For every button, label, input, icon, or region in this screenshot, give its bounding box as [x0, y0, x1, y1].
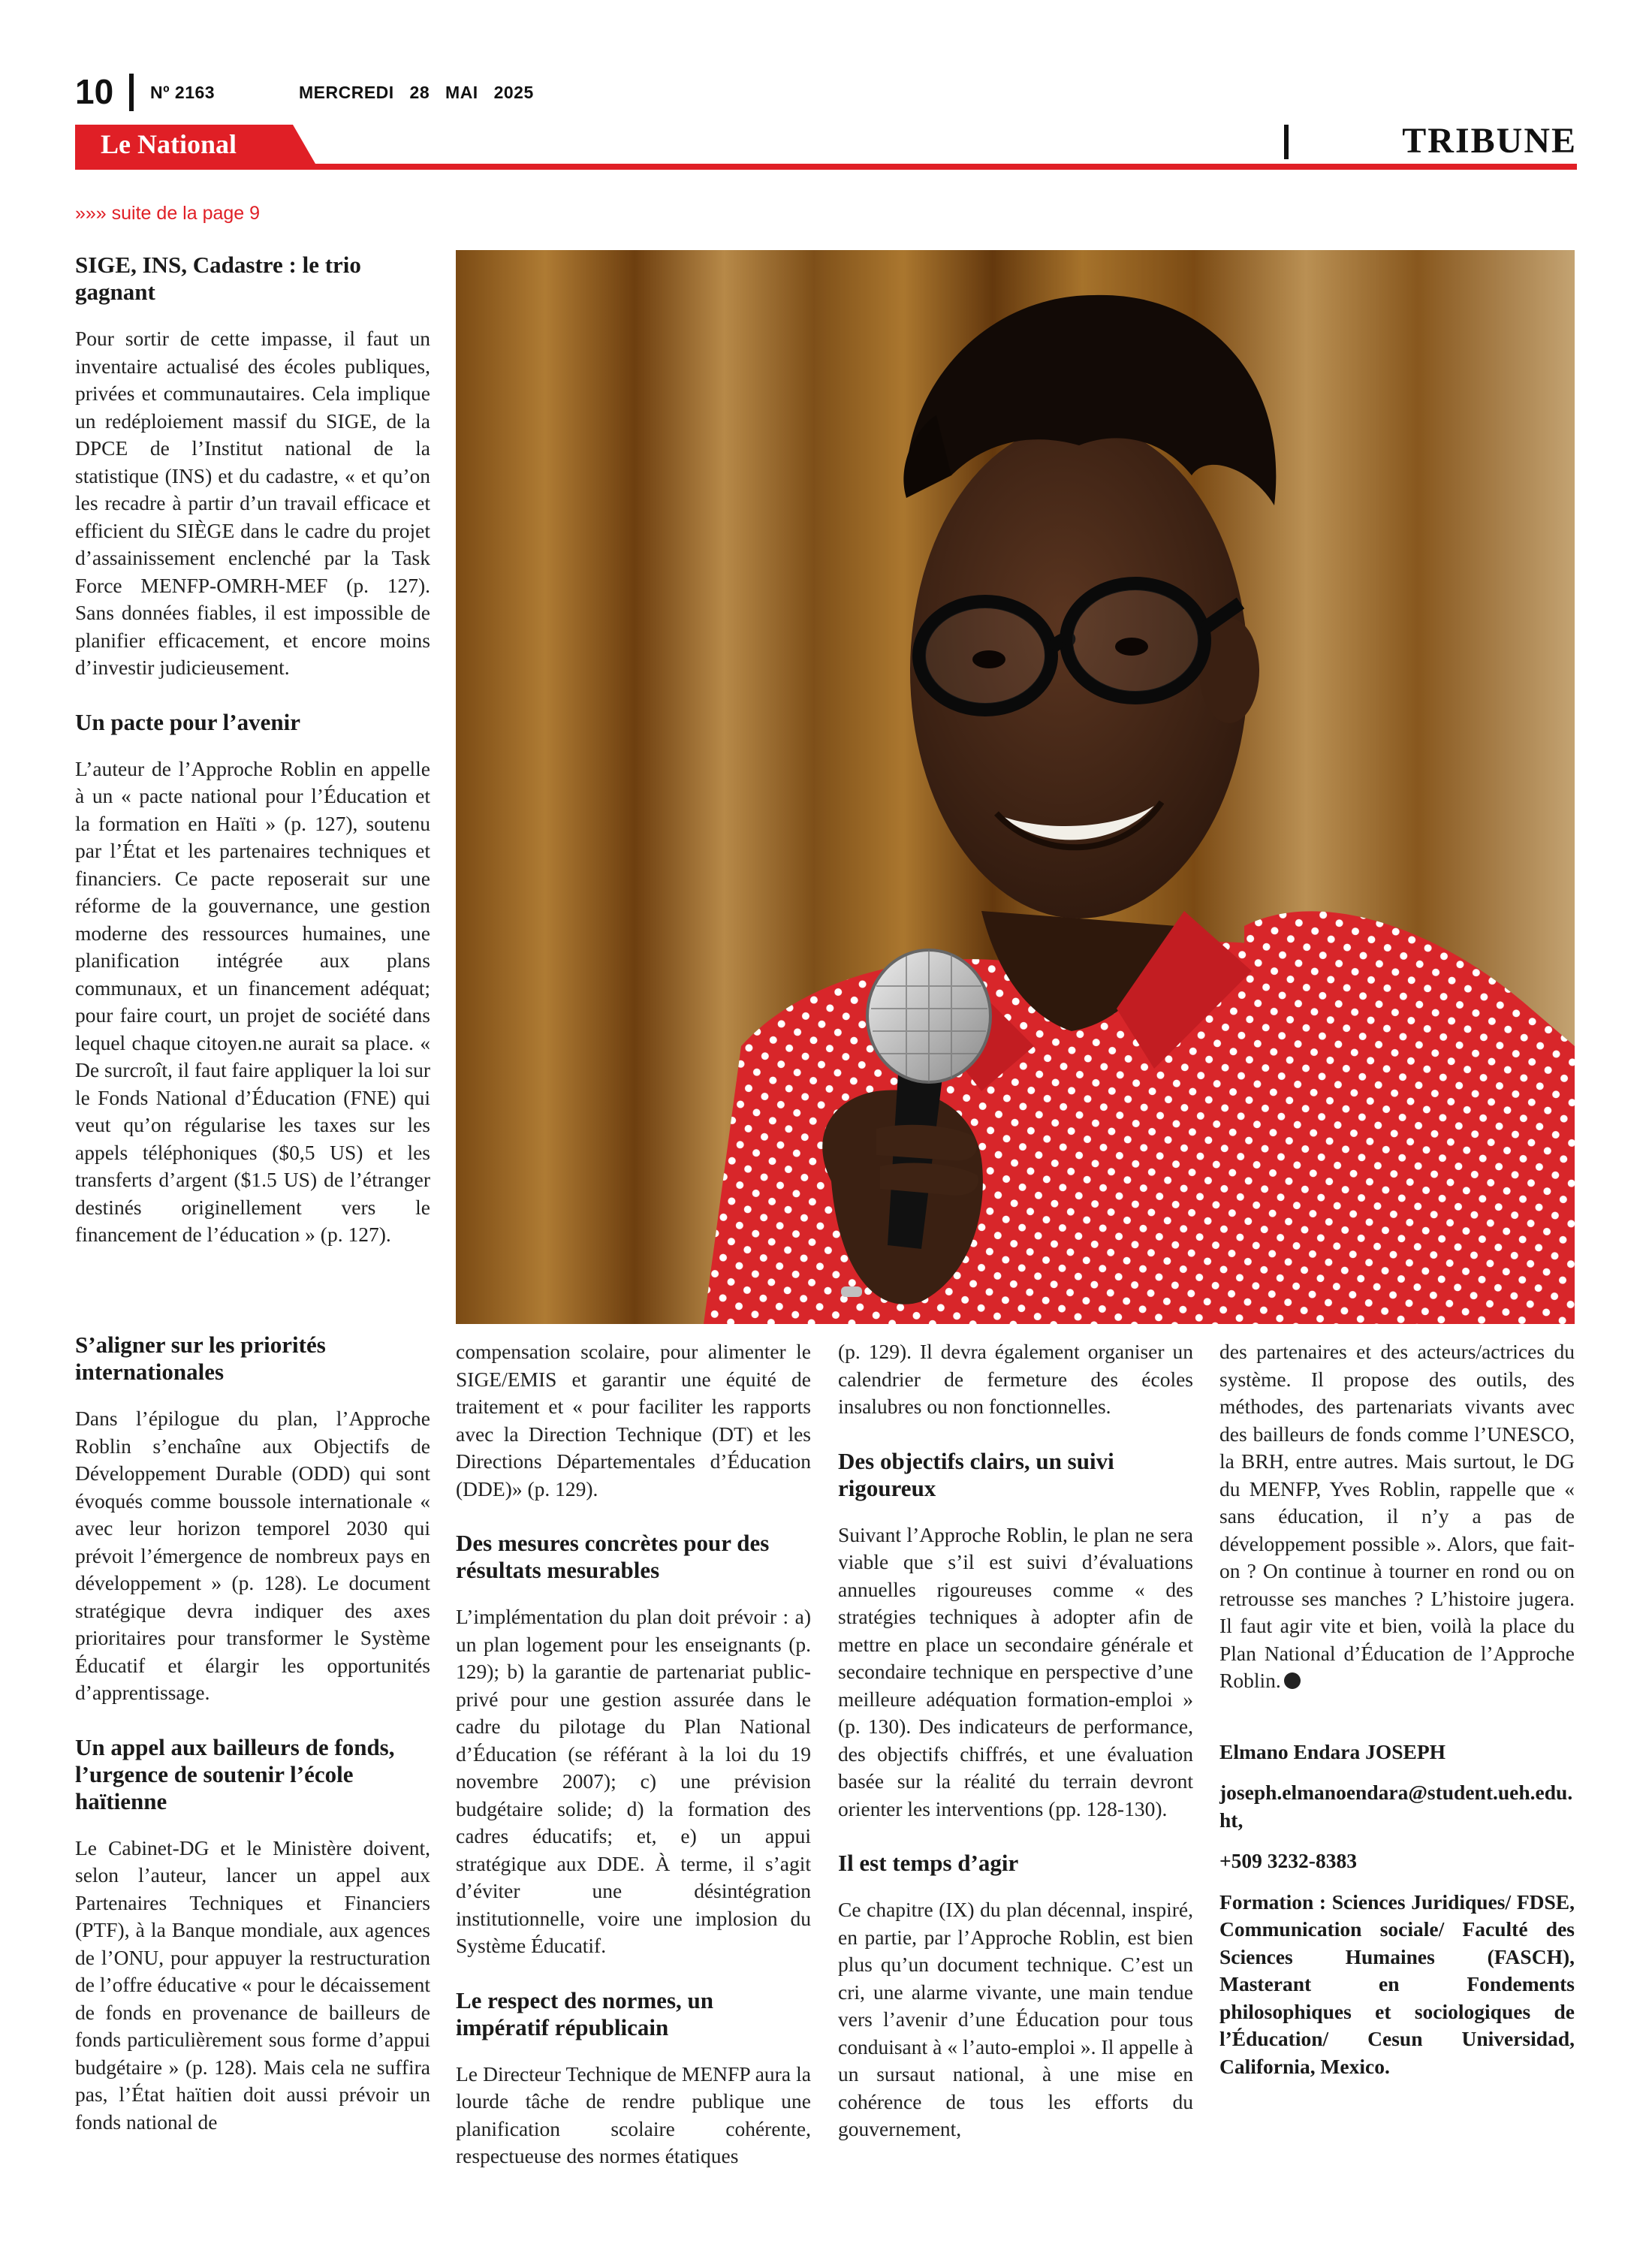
section-label: TRIBUNE — [1402, 121, 1577, 161]
article-paragraph: Dans l’épilogue du plan, l’Approche Roblin s’enchaîne aux Objectifs de Développement Durable (ODD) qui sont évoqués comme boussole internationale « avec leur horizon temporel 2030 qui prévoit l’émergence de nombreux pays en développement » (p. 128). Le document stratégique devra indiquer des axes prioritaires pour transformer le Système Éducatif et élargir les opportunités d’apprentissage. — [75, 1407, 430, 1704]
section-heading: Des mesures concrètes pour des résultats mesurables — [456, 1530, 770, 1583]
page-number-divider — [129, 74, 134, 111]
end-of-article-icon — [1284, 1672, 1301, 1689]
article-paragraph — [1219, 1338, 1575, 1695]
section-divider — [1284, 125, 1289, 159]
column-1-bottom — [75, 1332, 430, 2136]
section-heading: S’aligner sur les priorités internationales — [75, 1332, 326, 1385]
article-paragraph: Le Cabinet-DG et le Ministère doivent, selon l’auteur, lancer un appel aux Partenaires Techniques et Financiers (PTF), à la Banque mondiale, aux agences de l’ONU, pour appuyer la restructuration de l’offre éducative « pour le décaissement de fonds en provenance de bailleurs de fonds particulièrement sous forme d’appui budgétaire » (p. 128). Mais cela ne suffira pas, l’État haïtien doit aussi prévoir un fonds national de — [75, 1835, 430, 2134]
publication-name: Le National — [101, 129, 237, 159]
article-paragraph: Pour sortir de cette impasse, il faut un inventaire actualisé des écoles publiques, privées et communautaires. Cela implique un redéploiement massif du SIGE, de la DPCE de l’Institut national de la statistique (INS) et du cadastre, « et qu’on les recadre à partir d’un travail efficace et efficient du SIÈGE dans le cadre du projet d’assainissement enclenché par la Task Force MENFP-OMRH-MEF (p. 127). Sans données fiables, il est impossible de planifier efficacement, et encore moins d’investir judicieusement. — [75, 327, 430, 679]
section-heading: Le respect des normes, un impératif républicain — [456, 1986, 713, 2040]
author-email[interactable]: joseph.elmanoendara@student.ueh.edu.ht, — [1219, 1781, 1573, 1832]
page-number: 10 — [75, 72, 114, 111]
section-heading: Un pacte pour l’avenir — [75, 708, 300, 735]
author-phone: +509 3232-8383 — [1219, 1849, 1357, 1872]
section-heading: Il est temps d’agir — [838, 1850, 1019, 1876]
author-formation: Formation : Sciences Juridiques/ FDSE, Communication sociale/ Faculté des Sciences Humaines (FASCH), Masterant en Fondements philosophiques et sociologiques de l’Éducation/ Cesun Universidad, California, Mexico. — [1219, 1890, 1575, 2078]
article-paragraph: (p. 129). Il devra également organiser un calendrier de fermeture des écoles insalubres ou non fonctionnelles. — [838, 1340, 1193, 1418]
column-1-top — [75, 252, 430, 1249]
masthead-banner — [75, 121, 1577, 170]
article-paragraph: L’implémentation du plan doit prévoir : a) un plan logement pour les enseignants (p. 129); b) la garantie de partenariat public-privé pour une gestion assurée dans le cadre du pilotage du Plan National d’Éducation (se référant à la loi du 19 novembre 2007); c) une prévision budgétaire solide; d) la formation des cadres éducatifs; et, e) un appui stratégique aux DDE. À terme, il s’agit d’éviter une désintégration institutionnelle, voire une implosion du Système Éducatif. — [456, 1605, 811, 1957]
issue-number: Nº 2163 — [150, 83, 216, 102]
continued-from-link[interactable]: »»» suite de la page 9 — [75, 203, 261, 224]
section-heading: SIGE, INS, Cadastre : le trio gagnant — [75, 252, 361, 305]
article-paragraph: L’auteur de l’Approche Roblin en appelle à un « pacte national pour l’Éducation et la formation en Haïti » (p. 127), soutenu par l’État et les partenaires techniques et financiers. Ce pacte reposerait sur une réforme de la gouvernance, une gestion moderne des ressources humaines, une planification intégrée aux plans communaux, et un financement adéquat; pour faire court, un projet de société dans lequel chaque citoyen.ne aurait sa place. « De surcroît, il faut faire appliquer la loi sur le Fonds National d’Éducation (FNE) qui veut qu’on régularise les taxes sur les appels téléphoniques ($0,5 US) et les transferts d’argent ($1.5 US) de l’étranger destinés originellement vers le financement de l’éducation » (p. 127). — [75, 756, 430, 1246]
article-paragraph: Ce chapitre (IX) du plan décennal, inspiré, en partie, par l’Approche Roblin, est bien plus qu’un document technique. C’est un cri, une alarme vivante, une main tendue vers l’avenir d’une Éducation pour tous conduisant à « l’auto-emploi ». Il appelle à un sursaut national, à une mise en cohérence de tous les efforts du gouvernement, — [838, 1898, 1193, 2140]
author-name: Elmano Endara JOSEPH — [1219, 1739, 1446, 1763]
article-paragraph: Suivant l’Approche Roblin, le plan ne sera viable que s’il est suivi d’évaluations annuelles rigoureuses comme « des stratégies techniques à adopter afin de mettre en place un secondaire générale et secondaire technique en perspective d’une meilleure adéquation formation-emploi » (p. 130). Des indicateurs de performance, des objectifs chiffrés, et une évaluation basée sur la réalité du terrain devront orienter les interventions (pp. 128-130). — [838, 1522, 1193, 1820]
article-paragraph: compensation scolaire, pour alimenter le SIGE/EMIS et garantir une équité de traitement et « pour faciliter les rapports avec la Direction Technique (DT) et les Directions Départementales d’Éducation (DDE)» (p. 129). — [456, 1340, 811, 1500]
section-heading: Un appel aux bailleurs de fonds, l’urgence de soutenir l’école haïtienne — [75, 1733, 395, 1814]
article-paragraph-text: des partenaires et des acteurs/actrices du système. Il propose des outils, des méthodes, des partenariats vivants avec des bailleurs de fonds comme l’UNESCO, la BRH, entre autres. Mais surtout, le DG du MENFP, Yves Roblin, rappelle que « sans éducation, il n’y a pas de développement possible ». Alors, que fait-on ? On continue à tourner en rond ou on retrousse ses manches ? L’histoire jugera. Il faut agir vite et bien, voilà la place du Plan National d’Éducation de l’Approche Roblin. — [1219, 1340, 1575, 1692]
page-header — [75, 69, 1577, 114]
section-heading: Des objectifs clairs, un suivi rigoureux — [838, 1447, 1114, 1501]
publication-date: MERCREDI 28 MAI 2025 — [299, 83, 534, 102]
author-block — [1219, 1739, 1575, 2081]
header-rule — [75, 164, 1577, 170]
article-paragraph: Le Directeur Technique de MENFP aura la lourde tâche de rendre publique une planification scolaire cohérente, respectueuse des normes étatiques — [456, 2061, 811, 2167]
column-4 — [1219, 1338, 1575, 2080]
column-3 — [838, 1338, 1193, 2143]
portrait-photo — [456, 250, 1575, 1324]
column-2 — [456, 1338, 811, 2170]
